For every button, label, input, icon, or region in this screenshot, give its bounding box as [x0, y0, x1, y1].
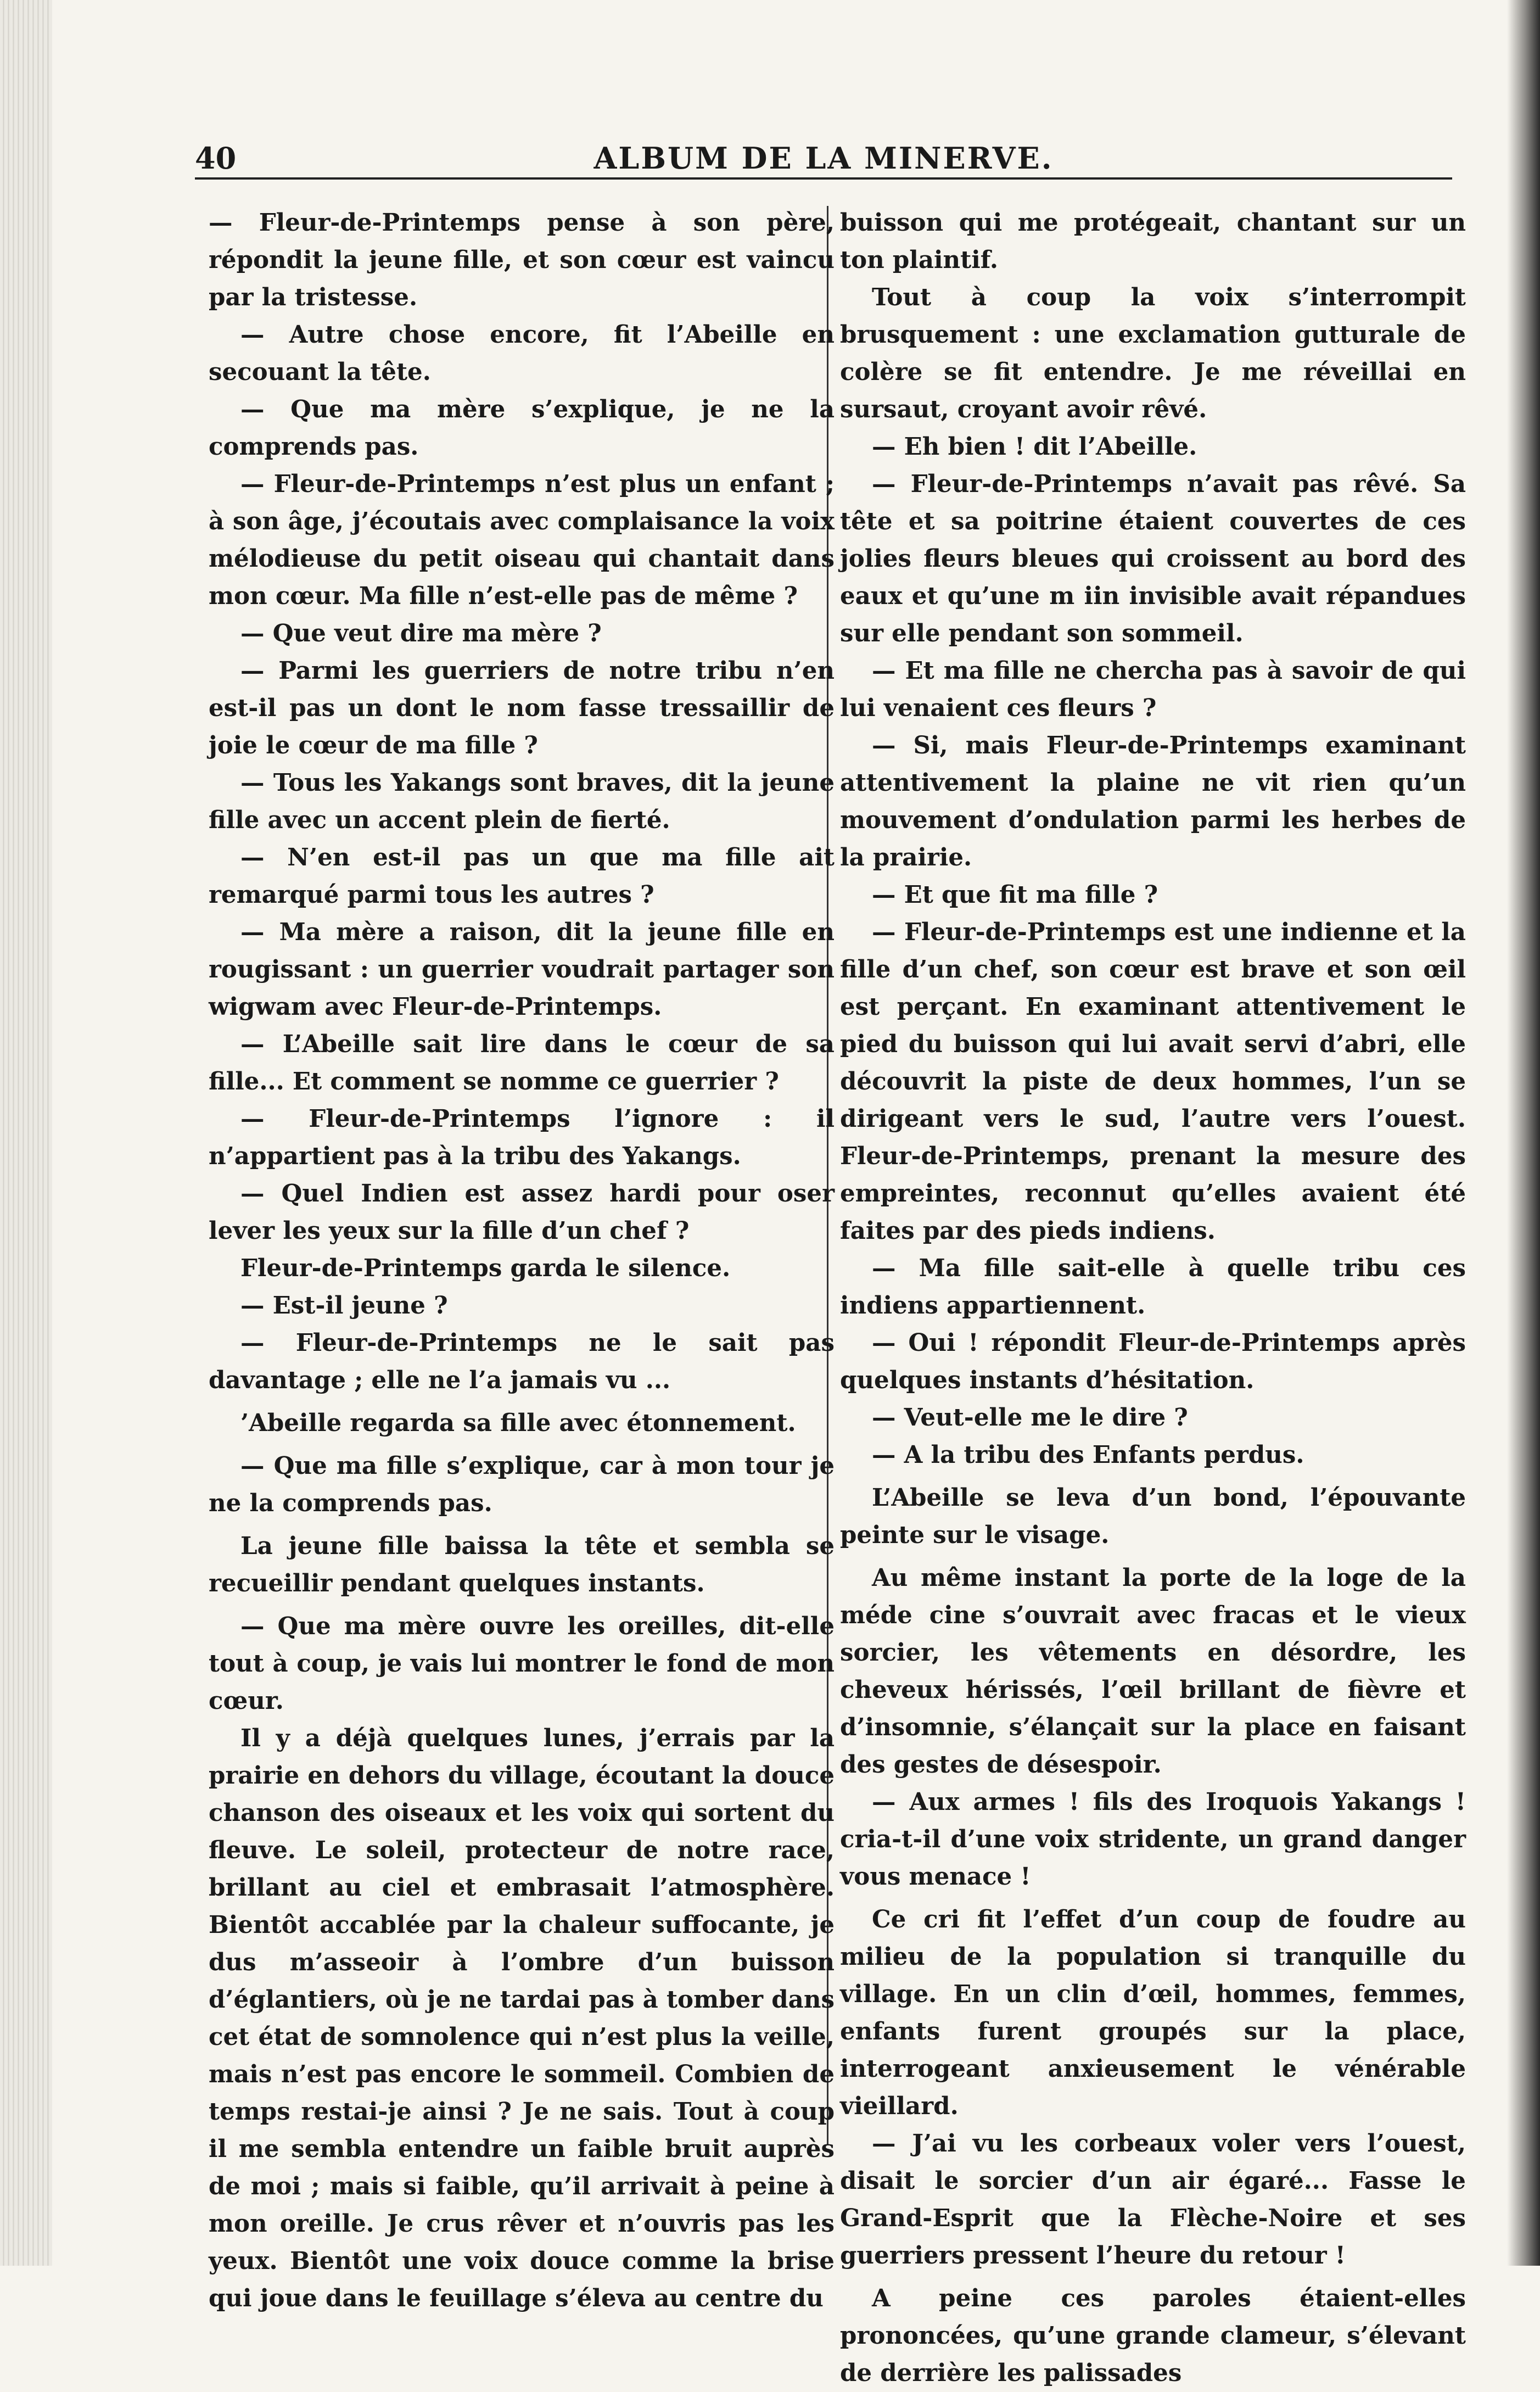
- page-header: [195, 136, 1452, 180]
- paragraph: — Veut-elle me le dire ?: [872, 1404, 1188, 1432]
- paragraph: — Et ma fille ne chercha pas à savoir de qui lui venaient ces fleurs ?: [840, 657, 1466, 722]
- paragraph: — Ma mère a raison, dit la jeune fille en rougissant : un guerrier voudrait partager son wigwam avec Fleur-de-Printemps.: [209, 918, 835, 1021]
- paragraph: — Eh bien ! dit l’Abeille.: [872, 433, 1197, 461]
- paragraph: La jeune fille baissa la tête et sembla se recueillir pendant quelques instants.: [209, 1532, 835, 1597]
- paragraph: — Fleur-de-Printemps est une indienne et la fille d’un chef, son cœur est brave et son œil est perçant. En examinant attentivement le pied du buisson qui lui avait servi d’abri, elle découvrit la piste de deux hommes, l’un se dirigeant vers le sud, l’autre vers l’ouest. Fleur-de-Printemps, prenant la mesure des empreintes, reconnut qu’elles avaient été faites par des pieds indiens.: [840, 918, 1466, 1245]
- paragraph: — Aux armes ! fils des Iroquois Yakangs ! cria-t-il d’une voix stridente, un grand danger vous menace !: [840, 1788, 1466, 1891]
- paragraph: Ce cri fit l’effet d’un coup de foudre au milieu de la population si tranquille du village. En un clin d’œil, hommes, femmes, enfants furent groupés sur la place, interrogeant anxieusement le vénérable vieillard.: [840, 1905, 1466, 2120]
- page-number: 40: [195, 141, 237, 176]
- paragraph: — Fleur-de-Printemps n’avait pas rêvé. Sa tête et sa poitrine étaient couvertes de ces jolies fleurs bleues qui croissent au bord des eaux et qu’une m iin invisible avait répandues sur elle pendant son sommeil.: [840, 470, 1466, 647]
- scan-page-edge: [1507, 0, 1540, 2266]
- paragraph: A peine ces paroles étaient-elles prononcées, qu’une grande clameur, s’élevant de derrière les palissades: [840, 2284, 1466, 2387]
- paragraph: — Fleur-de-Printemps ne le sait pas davantage ; elle ne l’a jamais vu ...: [209, 1329, 835, 1394]
- paragraph: — Ma fille sait-elle à quelle tribu ces indiens appartiennent.: [840, 1254, 1466, 1320]
- right-column: [840, 204, 1466, 2392]
- paragraph: — L’Abeille sait lire dans le cœur de sa fille... Et comment se nomme ce guerrier ?: [209, 1030, 835, 1096]
- paragraph: — Et que fit ma fille ?: [872, 881, 1158, 909]
- paragraph: — Oui ! répondit Fleur-de-Printemps après quelques instants d’hésitation.: [840, 1329, 1466, 1394]
- scan-binding-edge: [0, 0, 52, 2266]
- running-title: ALBUM DE LA MINERVE.: [593, 141, 1054, 176]
- paragraph: — Quel Indien est assez hardi pour oser lever les yeux sur la fille d’un chef ?: [209, 1180, 835, 1245]
- paragraph: Au même instant la porte de la loge de la méde cine s’ouvrait avec fracas et le vieux sorcier, les vêtements en désordre, les cheveux hérissés, l’œil brillant de fièvre et d’insomnie, s’élançait sur la place en faisant des gestes de désespoir.: [840, 1564, 1466, 1779]
- paragraph: L’Abeille se leva d’un bond, l’épouvante peinte sur le visage.: [840, 1484, 1466, 1549]
- paragraph: Tout à coup la voix s’interrompit brusquement : une exclamation gutturale de colère se fit entendre. Je me réveillai en sursaut, croyant avoir rêvé.: [840, 283, 1466, 423]
- paragraph: ’Abeille regarda sa fille avec étonnement.: [240, 1409, 796, 1437]
- paragraph: — Que ma fille s’explique, car à mon tour je ne la comprends pas.: [209, 1452, 835, 1517]
- paragraph: — Fleur-de-Printemps l’ignore : il n’appartient pas à la tribu des Yakangs.: [209, 1105, 835, 1170]
- paragraph: — Parmi les guerriers de notre tribu n’en est-il pas un dont le nom fasse tressaillir de joie le cœur de ma fille ?: [209, 657, 835, 759]
- header-rule: [195, 177, 1452, 180]
- paragraph: buisson qui me protégeait, chantant sur un ton plaintif.: [840, 209, 1466, 274]
- paragraph: — Que ma mère s’explique, je ne la comprends pas.: [209, 395, 835, 461]
- paragraph: — Que ma mère ouvre les oreilles, dit-elle tout à coup, je vais lui montrer le fond de mon cœur.: [209, 1612, 835, 1715]
- paragraph: Il y a déjà quelques lunes, j’errais par la prairie en dehors du village, écoutant la douce chanson des oiseaux et les voix qui sortent du fleuve. Le soleil, protecteur de notre race, brillant au ciel et embrasait l’atmosphère. Bientôt accablée par la chaleur suffocante, je dus m’asseoir à l’ombre d’un buisson d’églantiers, où je ne tardai pas à tomber dans cet état de somnolence qui n’est plus la veille, mais n’est pas encore le sommeil. Combien de temps restai-je ainsi ? Je ne sais. Tout à coup il me sembla entendre un faible bruit auprès de moi ; mais si faible, qu’il arrivait à peine à mon oreille. Je crus rêver et n’ouvris pas les yeux. Bientôt une voix douce comme la brise qui joue dans le feuillage s’éleva au centre du: [209, 1724, 835, 2312]
- paragraph: — Si, mais Fleur-de-Printemps examinant attentivement la plaine ne vit rien qu’un mouvement d’ondulation parmi les herbes de la prairie.: [840, 731, 1466, 871]
- paragraph: — Fleur-de-Printemps pense à son père, répondit la jeune fille, et son cœur est vaincu par la tristesse.: [209, 209, 835, 311]
- paragraph: — Fleur-de-Printemps n’est plus un enfant ; à son âge, j’écoutais avec complaisance la voix mélodieuse du petit oiseau qui chantait dans mon cœur. Ma fille n’est-elle pas de même ?: [209, 470, 835, 610]
- paragraph: — Autre chose encore, fit l’Abeille en secouant la tête.: [209, 321, 835, 386]
- left-column: [209, 204, 835, 2317]
- paragraph: — Tous les Yakangs sont braves, dit la jeune fille avec un accent plein de fierté.: [209, 769, 835, 834]
- paragraph: — Que veut dire ma mère ?: [240, 619, 602, 647]
- paragraph: — J’ai vu les corbeaux voler vers l’ouest, disait le sorcier d’un air égaré... Fasse le Grand-Esprit que la Flèche-Noire et ses guerriers pressent l’heure du retour !: [840, 2130, 1466, 2270]
- paragraph: — A la tribu des Enfants perdus.: [872, 1441, 1304, 1469]
- paragraph: — Est-il jeune ?: [240, 1292, 448, 1320]
- paragraph: — N’en est-il pas un que ma fille ait remarqué parmi tous les autres ?: [209, 843, 835, 909]
- paragraph: Fleur-de-Printemps garda le silence.: [240, 1254, 731, 1282]
